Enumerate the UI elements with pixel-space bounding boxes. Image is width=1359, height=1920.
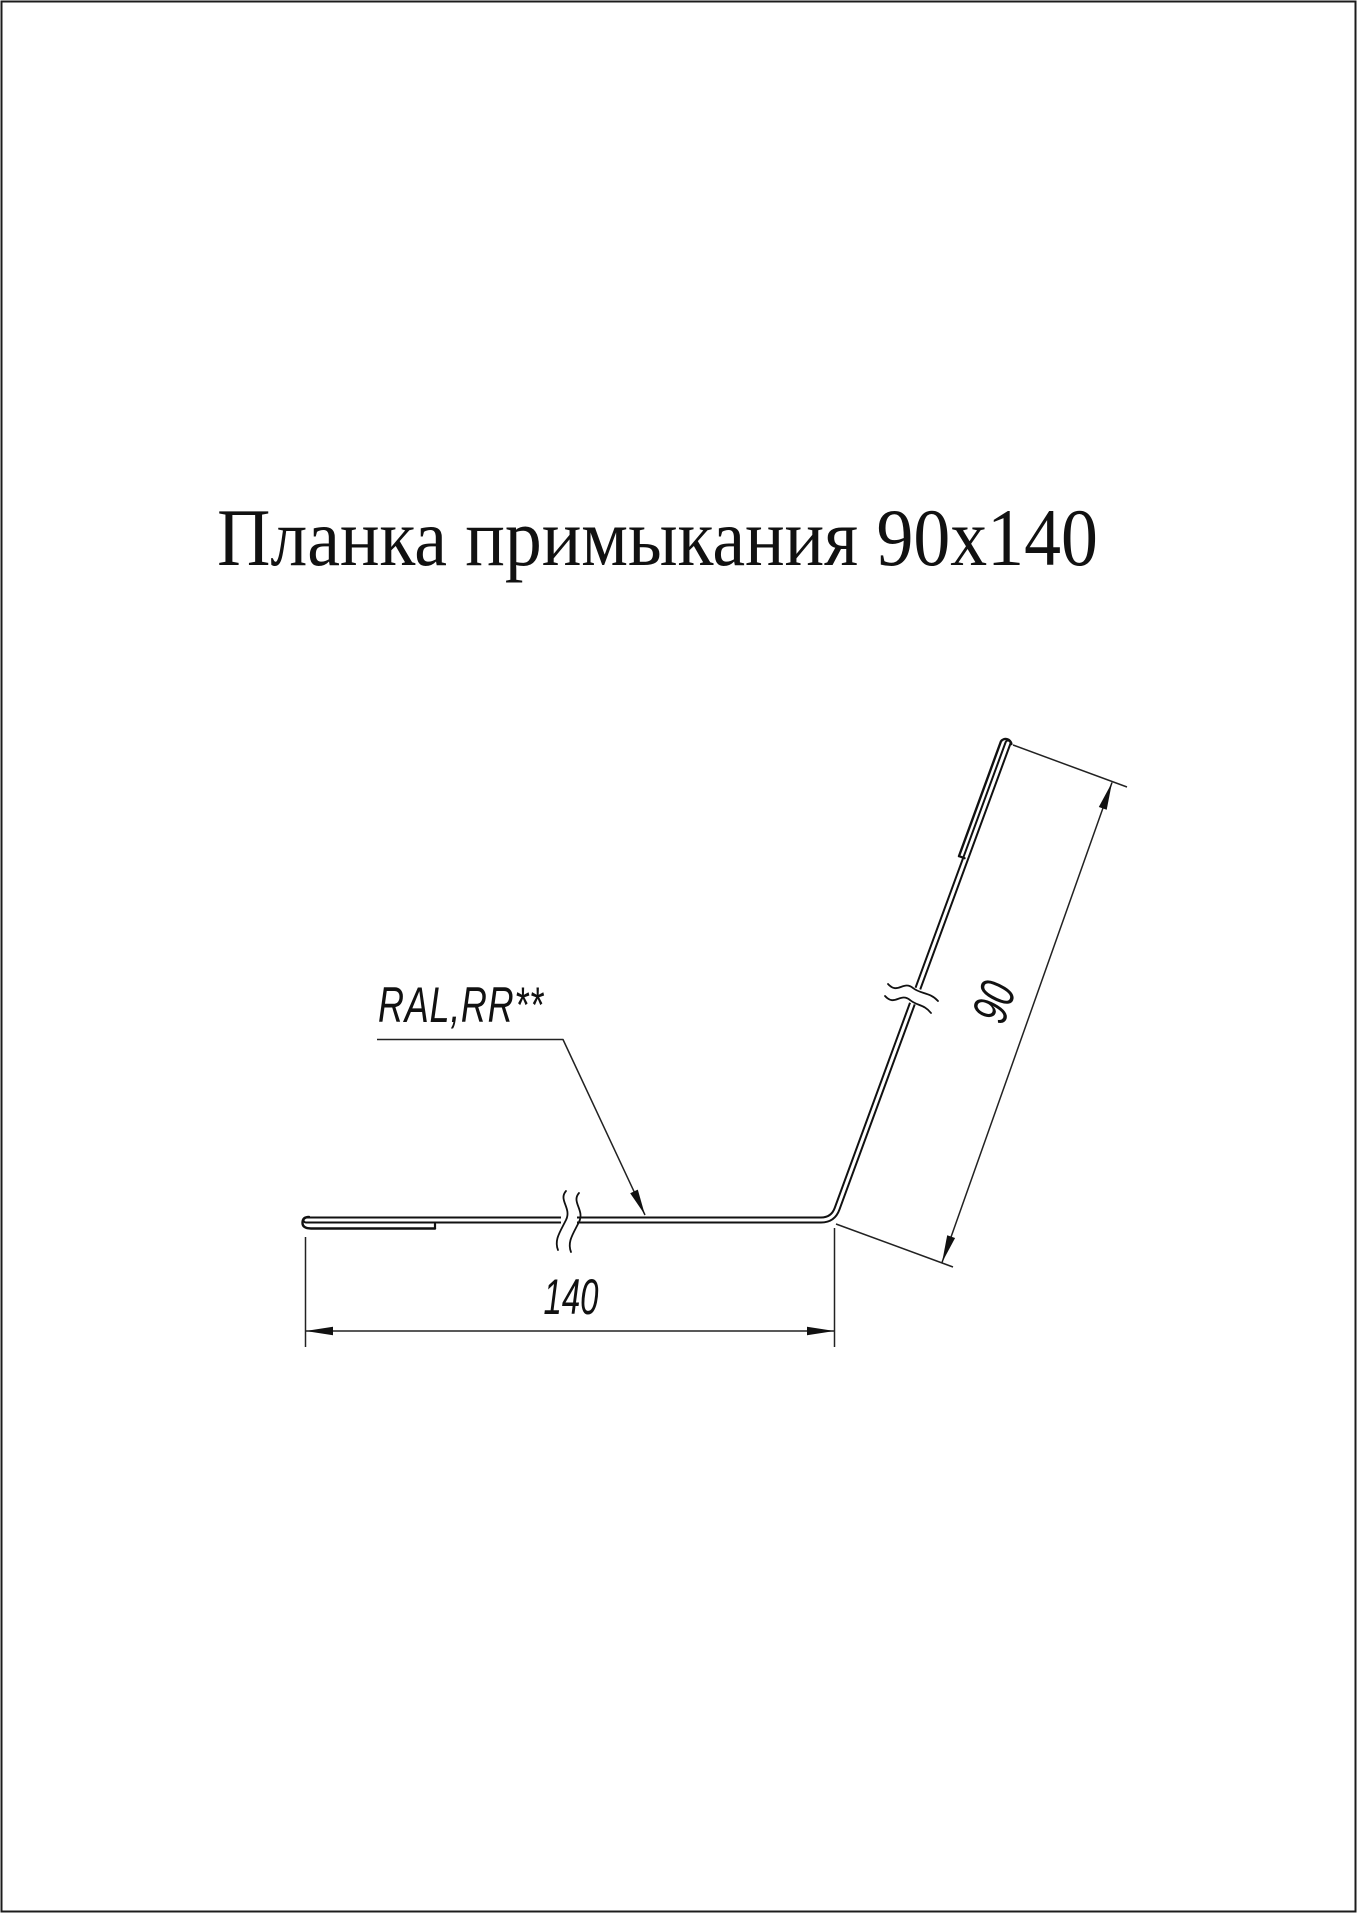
arrowhead-left <box>306 1327 334 1335</box>
material-label: RAL,RR** <box>378 977 544 1033</box>
leader-arrowhead <box>630 1190 645 1215</box>
dimension-label-90: 90 <box>961 974 1027 1030</box>
material-leader <box>377 1040 645 1216</box>
page-border <box>2 2 1356 1912</box>
arrowhead-right <box>807 1327 835 1335</box>
page-title: Планка примыкания 90х140 <box>217 492 1098 583</box>
arrowhead-bottom <box>942 1235 955 1262</box>
arrowhead-top <box>1099 783 1112 810</box>
dimension-label-140: 140 <box>543 1269 599 1325</box>
extension-line-top <box>1013 745 1127 787</box>
leader-line <box>377 1040 645 1216</box>
extension-line-bottom <box>836 1224 953 1267</box>
break-gap-horizontal <box>561 1208 577 1232</box>
